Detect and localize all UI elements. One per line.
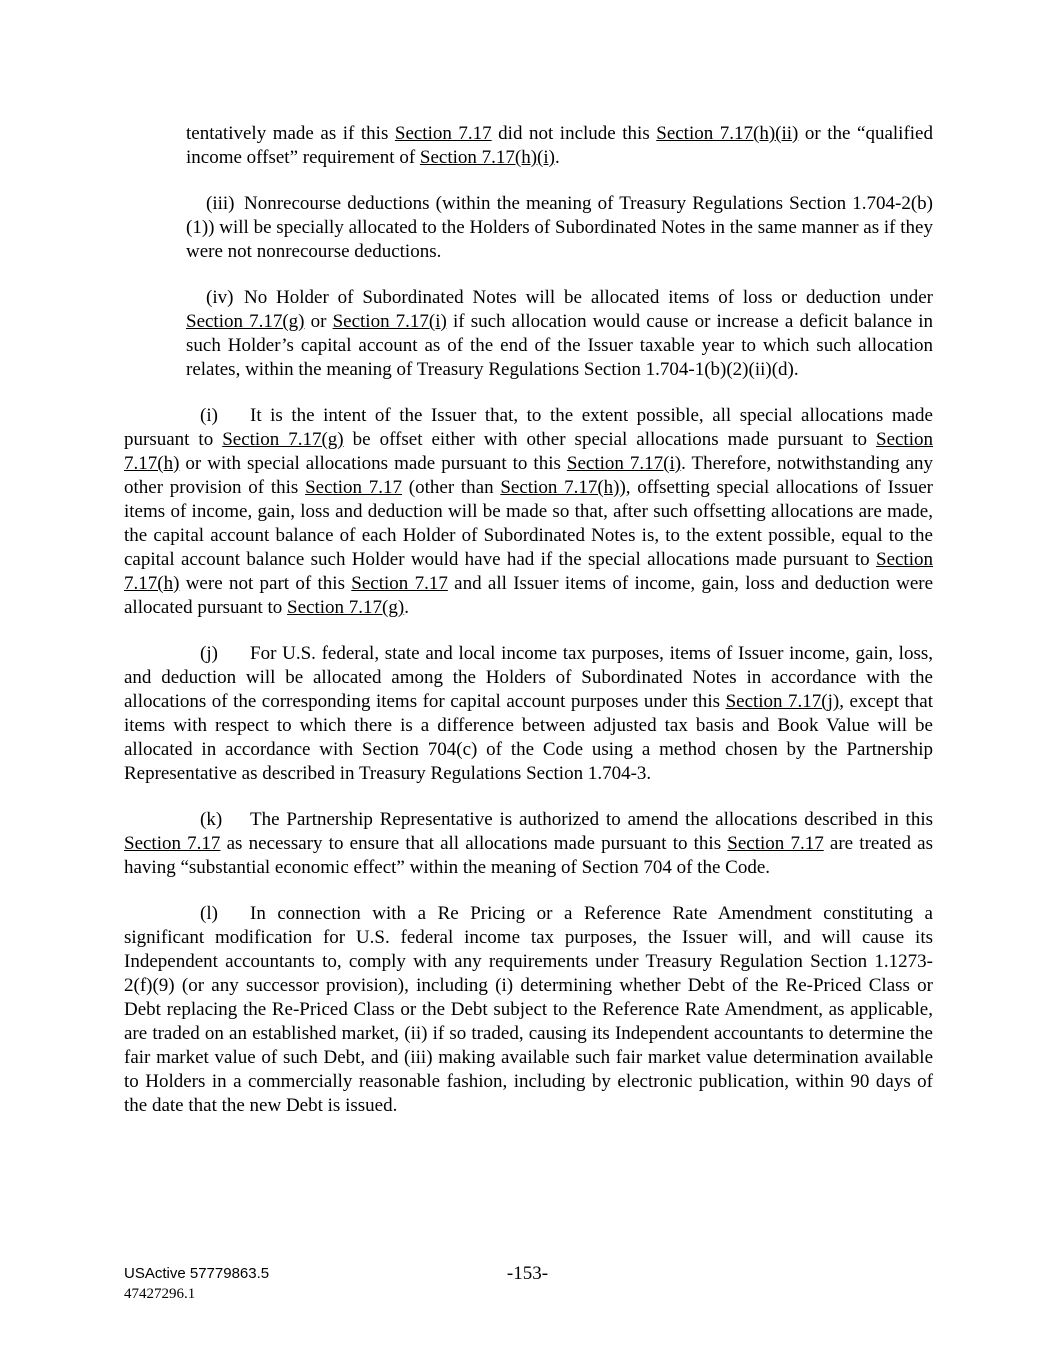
section-reference: Section 7.17(h) (124, 429, 933, 474)
text-run: , except that items with respect to which there is a difference between adjusted tax basis and Book Value will be allocated in accordance with Section 704(c) of the Code using a method chosen by the Partnership Representative as described in Treasury Regulations Section 1.704-3. (124, 691, 933, 784)
paragraph (124, 808, 933, 880)
text-run: or (304, 311, 333, 332)
text-run: The Partnership Representative is authorized to amend the allocations described in this (250, 809, 933, 830)
paragraph-label: (iii) (206, 193, 235, 214)
text-run: ), offsetting special allocations of Issuer items of income, gain, loss and deduction will be made so that, after such offsetting allocations are made, the capital account balance of each Holder of Subordinated Notes is, to the extent possible, equal to the capital account balance such Holder would have had if the special allocations made pursuant to (124, 477, 933, 570)
section-reference: Section 7.17 (727, 833, 824, 854)
paragraph-label: (i) (200, 405, 218, 426)
text-run: No Holder of Subordinated Notes will be allocated items of loss or deduction under (244, 287, 933, 308)
text-run: were not part of this (179, 573, 352, 594)
paragraph (186, 122, 933, 170)
paragraph-label: (j) (200, 643, 218, 664)
section-reference: Section 7.17(h) (124, 549, 933, 594)
section-reference: Section 7.17(h)(ii) (656, 123, 799, 144)
paragraph (186, 286, 933, 382)
section-reference: Section 7.17(g) (186, 311, 305, 332)
text-run: did not include this (491, 123, 657, 144)
text-run: . (404, 597, 409, 618)
doc-id-line1: USActive 57779863.5 (124, 1265, 270, 1282)
document-body (124, 122, 933, 1118)
paragraph (124, 642, 933, 786)
section-reference: Section 7.17(h)(i) (419, 147, 555, 168)
text-run: . (554, 147, 560, 168)
page-number: -153- (506, 1263, 549, 1284)
paragraph-label: (iv) (206, 287, 234, 308)
section-reference: Section 7.17 (305, 477, 403, 498)
doc-id-line2: 47427296.1 (124, 1286, 196, 1302)
section-reference: Section 7.17 (351, 573, 448, 594)
paragraph-label: (l) (200, 903, 218, 924)
text-run: (other than (402, 477, 501, 498)
text-run: . Therefore, notwithstanding any other provision of this (124, 453, 933, 498)
text-run: or with special allocations made pursuant to this (179, 453, 567, 474)
text-run: In connection with a Re Pricing or a Reference Rate Amendment constituting a significant modification for U.S. federal income tax purposes, the Issuer will, and will cause its Independent accountants to, comply with any requirements under Treasury Regulation Section 1.1273-2(f)(9) (or any successor provision), including (i) determining whether Debt of the Re-Priced Class or Debt replacing the Re-Priced Class or the Debt subject to the Reference Rate Amendment, as applicable, are traded on an established market, (ii) if so traded, causing its Independent accountants to determine the fair market value of such Debt, and (iii) making available such fair market value determination available to Holders in a commercially reasonable fashion, including by electronic publication, within 90 days of the date that the new Debt is issued. (124, 903, 933, 1116)
paragraph (124, 902, 933, 1118)
text-run: Nonrecourse deductions (within the meaning of Treasury Regulations Section 1.704-2(b)(1)) will be specially allocated to the Holders of Subordinated Notes in the same manner as if they were not nonrecourse deductions. (186, 193, 933, 262)
section-reference: Section 7.17 (394, 123, 492, 144)
text-run: and all Issuer items of income, gain, loss and deduction were allocated pursuant to (124, 573, 934, 618)
paragraph (186, 192, 933, 264)
section-reference: Section 7.17(i) (332, 311, 447, 332)
section-reference: Section 7.17(i) (566, 453, 682, 474)
paragraph-label: (k) (200, 809, 223, 830)
section-reference: Section 7.17(g) (287, 597, 405, 618)
paragraph (124, 404, 933, 620)
text-run: if such allocation would cause or increase a deficit balance in such Holder’s capital account as of the end of the Issuer taxable year to which such allocation relates, within the meaning of Treasury Regulations Section 1.704-1(b)(2)(ii)(d). (186, 311, 933, 380)
text-run: are treated as having “substantial economic effect” within the meaning of Section 704 of the Code. (124, 833, 933, 878)
text-run: For U.S. federal, state and local income tax purposes, items of Issuer income, gain, loss, and deduction will be allocated among the Holders of Subordinated Notes in accordance with the allocations of the corresponding items for capital account purposes under this (124, 643, 933, 712)
doc-id-block (124, 1263, 269, 1305)
section-reference: Section 7.17(g) (222, 429, 344, 450)
text-run: tentatively made as if this (186, 123, 395, 144)
text-run: It is the intent of the Issuer that, to the extent possible, all special allocations made pursuant to (124, 405, 933, 450)
section-reference: Section 7.17(j) (725, 691, 840, 712)
text-run: as necessary to ensure that all allocations made pursuant to this (220, 833, 728, 854)
section-reference: Section 7.17 (124, 833, 221, 854)
text-run: be offset either with other special allocations made pursuant to (343, 429, 876, 450)
section-reference: Section 7.17(h) (500, 477, 620, 498)
text-run: or the “qualified income offset” requirement of (186, 123, 933, 168)
